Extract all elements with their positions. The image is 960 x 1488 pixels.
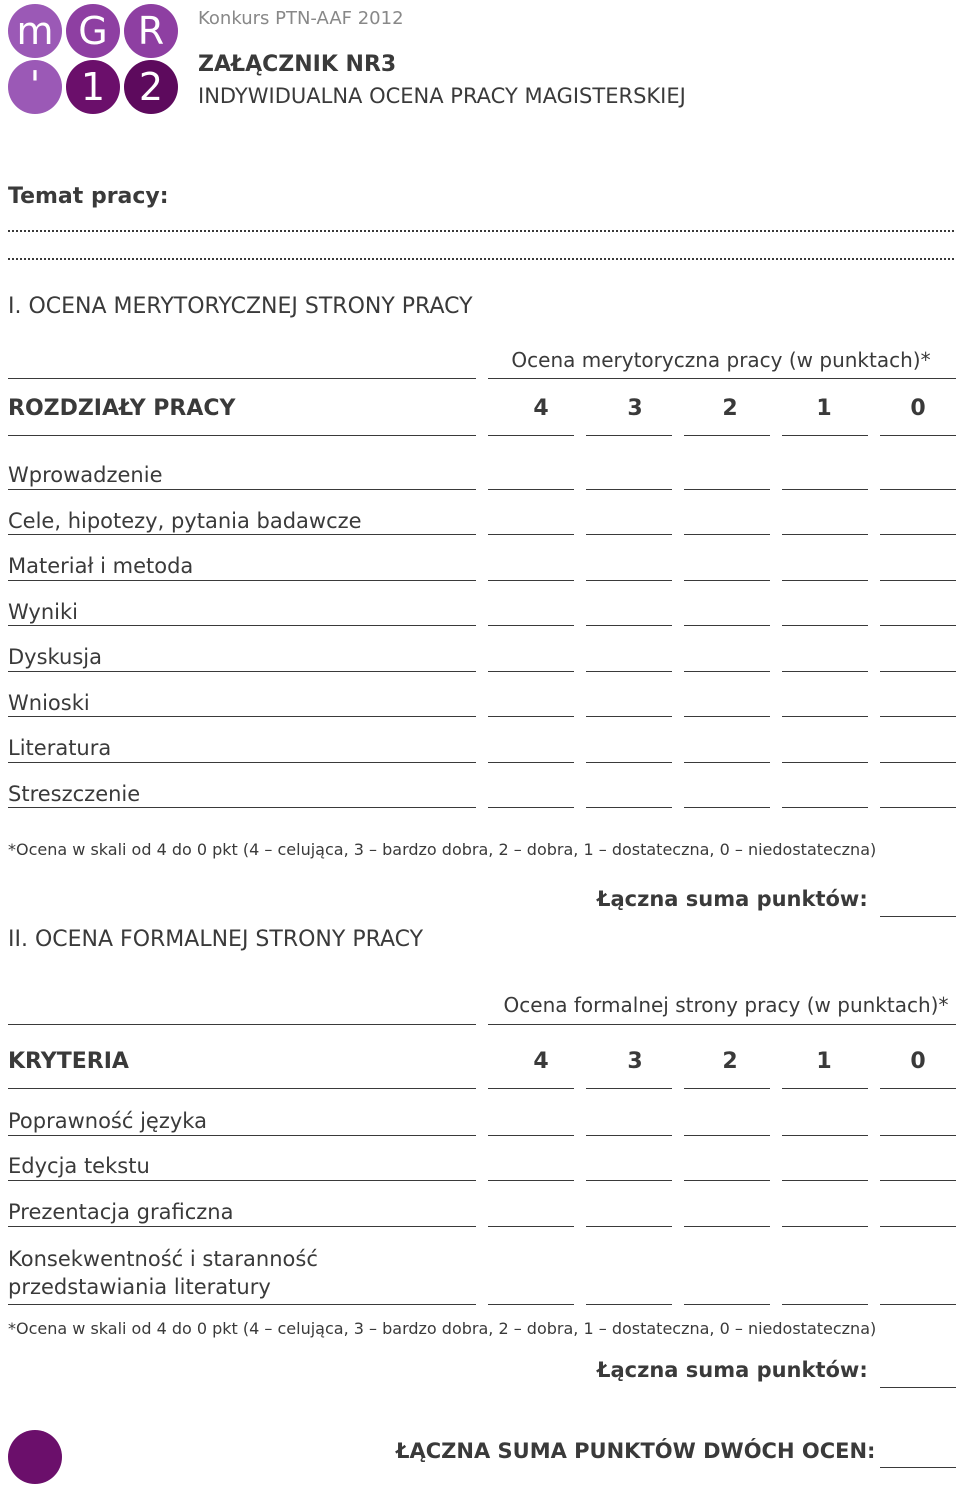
score-field[interactable] bbox=[488, 716, 574, 717]
score-column-1: 1 bbox=[816, 1049, 832, 1074]
divider bbox=[488, 378, 956, 379]
criterion-label: Streszczenie bbox=[8, 782, 141, 806]
topic-line-2[interactable] bbox=[8, 258, 954, 260]
row-underline bbox=[8, 1180, 476, 1181]
score-column-4: 4 bbox=[533, 396, 549, 421]
score-field[interactable] bbox=[880, 1304, 956, 1305]
score-field[interactable] bbox=[782, 534, 868, 535]
score-field[interactable] bbox=[880, 580, 956, 581]
score-field[interactable] bbox=[782, 1304, 868, 1305]
score-field[interactable] bbox=[586, 1135, 672, 1136]
score-field[interactable] bbox=[782, 625, 868, 626]
logo-letter-m: m bbox=[8, 4, 62, 58]
divider bbox=[586, 1088, 672, 1089]
criterion-label: Materiał i metoda bbox=[8, 554, 194, 578]
score-column-3: 3 bbox=[627, 396, 643, 421]
criterion-label-line-1: Konsekwentność i staranność bbox=[8, 1247, 318, 1271]
score-field[interactable] bbox=[880, 534, 956, 535]
row-underline bbox=[8, 671, 476, 672]
footer-circle bbox=[8, 1430, 62, 1484]
divider bbox=[488, 1024, 956, 1025]
criterion-label: Prezentacja graficzna bbox=[8, 1200, 234, 1224]
score-field[interactable] bbox=[684, 762, 770, 763]
total-sum-label: ŁĄCZNA SUMA PUNKTÓW DWÓCH OCEN: bbox=[396, 1439, 876, 1463]
score-field[interactable] bbox=[586, 716, 672, 717]
divider bbox=[8, 435, 476, 436]
section-2-score-caption: Ocena formalnej strony pracy (w punktach)* bbox=[503, 993, 949, 1017]
score-field[interactable] bbox=[488, 762, 574, 763]
row-underline bbox=[8, 1135, 476, 1136]
score-field[interactable] bbox=[684, 1135, 770, 1136]
section-1-scale-note: *Ocena w skali od 4 do 0 pkt (4 – celująca, 3 – bardzo dobra, 2 – dobra, 1 – dostateczna, 0 – niedostateczna) bbox=[8, 840, 877, 859]
row-underline bbox=[8, 716, 476, 717]
score-field[interactable] bbox=[684, 671, 770, 672]
criterion-label-line-2: przedstawiania literatury bbox=[8, 1275, 271, 1299]
score-column-4: 4 bbox=[533, 1049, 549, 1074]
score-field[interactable] bbox=[684, 489, 770, 490]
divider bbox=[782, 435, 868, 436]
document-subtitle: INDYWIDUALNA OCENA PRACY MAGISTERSKIEJ bbox=[198, 84, 686, 108]
criterion-label: Literatura bbox=[8, 736, 112, 760]
competition-name: Konkurs PTN-AAF 2012 bbox=[198, 8, 404, 29]
section-1-sum-label: Łączna suma punktów: bbox=[597, 887, 868, 911]
score-field[interactable] bbox=[684, 625, 770, 626]
section-1-table-header: ROZDZIAŁY PRACY bbox=[8, 396, 236, 421]
divider bbox=[684, 435, 770, 436]
attachment-title: ZAŁĄCZNIK NR3 bbox=[198, 52, 397, 77]
section-2-table-header: KRYTERIA bbox=[8, 1049, 129, 1074]
row-underline bbox=[8, 807, 476, 808]
score-field[interactable] bbox=[586, 625, 672, 626]
score-field[interactable] bbox=[586, 1226, 672, 1227]
score-field[interactable] bbox=[880, 716, 956, 717]
criterion-label: Wnioski bbox=[8, 691, 90, 715]
row-underline bbox=[8, 489, 476, 490]
score-field[interactable] bbox=[782, 716, 868, 717]
row-underline bbox=[8, 762, 476, 763]
score-field[interactable] bbox=[880, 1135, 956, 1136]
section-2-scale-note: *Ocena w skali od 4 do 0 pkt (4 – celująca, 3 – bardzo dobra, 2 – dobra, 1 – dostateczna, 0 – niedostateczna) bbox=[8, 1319, 877, 1338]
score-field[interactable] bbox=[684, 1226, 770, 1227]
section-1-sum-field[interactable] bbox=[880, 916, 956, 917]
topic-label: Temat pracy: bbox=[8, 184, 169, 209]
divider bbox=[684, 1088, 770, 1089]
score-column-2: 2 bbox=[722, 1049, 738, 1074]
divider bbox=[8, 1024, 476, 1025]
score-field[interactable] bbox=[880, 671, 956, 672]
score-column-0: 0 bbox=[910, 1049, 926, 1074]
score-field[interactable] bbox=[488, 1180, 574, 1181]
divider bbox=[488, 435, 574, 436]
score-field[interactable] bbox=[586, 534, 672, 535]
topic-line-1[interactable] bbox=[8, 230, 954, 232]
criterion-label: Poprawność języka bbox=[8, 1109, 207, 1133]
section-1-title: I. OCENA MERYTORYCZNEJ STRONY PRACY bbox=[8, 294, 473, 319]
total-sum-field[interactable] bbox=[880, 1467, 956, 1468]
score-field[interactable] bbox=[586, 580, 672, 581]
section-2-sum-field[interactable] bbox=[880, 1387, 956, 1388]
divider bbox=[586, 435, 672, 436]
score-field[interactable] bbox=[586, 1180, 672, 1181]
logo-letter-g: G bbox=[66, 4, 120, 58]
criterion-label: Cele, hipotezy, pytania badawcze bbox=[8, 509, 362, 533]
section-2-title: II. OCENA FORMALNEJ STRONY PRACY bbox=[8, 927, 424, 952]
score-field[interactable] bbox=[782, 807, 868, 808]
score-field[interactable] bbox=[488, 534, 574, 535]
score-field[interactable] bbox=[488, 1226, 574, 1227]
criterion-label: Edycja tekstu bbox=[8, 1154, 150, 1178]
score-field[interactable] bbox=[488, 1135, 574, 1136]
score-field[interactable] bbox=[586, 1304, 672, 1305]
logo-digit-2: 2 bbox=[124, 60, 178, 114]
score-field[interactable] bbox=[880, 1226, 956, 1227]
score-field[interactable] bbox=[880, 762, 956, 763]
divider bbox=[880, 435, 956, 436]
score-column-3: 3 bbox=[627, 1049, 643, 1074]
logo-apostrophe: ' bbox=[8, 60, 62, 114]
score-field[interactable] bbox=[586, 762, 672, 763]
score-field[interactable] bbox=[880, 1180, 956, 1181]
score-field[interactable] bbox=[586, 807, 672, 808]
score-field[interactable] bbox=[782, 1135, 868, 1136]
section-1-score-caption: Ocena merytoryczna pracy (w punktach)* bbox=[511, 348, 931, 372]
score-field[interactable] bbox=[586, 671, 672, 672]
score-field[interactable] bbox=[684, 716, 770, 717]
logo-letter-r: R bbox=[124, 4, 178, 58]
divider bbox=[488, 1088, 574, 1089]
divider bbox=[8, 378, 476, 379]
score-field[interactable] bbox=[684, 534, 770, 535]
score-field[interactable] bbox=[684, 1304, 770, 1305]
row-underline bbox=[8, 534, 476, 535]
score-field[interactable] bbox=[782, 1226, 868, 1227]
score-field[interactable] bbox=[488, 671, 574, 672]
score-field[interactable] bbox=[684, 580, 770, 581]
score-field[interactable] bbox=[782, 580, 868, 581]
criterion-label: Wyniki bbox=[8, 600, 78, 624]
row-underline bbox=[8, 1304, 476, 1305]
row-underline bbox=[8, 1226, 476, 1227]
score-field[interactable] bbox=[488, 1304, 574, 1305]
score-column-0: 0 bbox=[910, 396, 926, 421]
criterion-label: Wprowadzenie bbox=[8, 463, 163, 487]
score-field[interactable] bbox=[782, 762, 868, 763]
score-field[interactable] bbox=[880, 625, 956, 626]
row-underline bbox=[8, 625, 476, 626]
divider bbox=[782, 1088, 868, 1089]
score-field[interactable] bbox=[782, 1180, 868, 1181]
divider bbox=[8, 1088, 476, 1089]
logo-digit-1: 1 bbox=[66, 60, 120, 114]
score-field[interactable] bbox=[782, 489, 868, 490]
section-2-sum-label: Łączna suma punktów: bbox=[597, 1358, 868, 1382]
score-field[interactable] bbox=[488, 807, 574, 808]
score-field[interactable] bbox=[880, 489, 956, 490]
row-underline bbox=[8, 580, 476, 581]
score-field[interactable] bbox=[586, 489, 672, 490]
score-field[interactable] bbox=[880, 807, 956, 808]
score-field[interactable] bbox=[488, 489, 574, 490]
criterion-label: Dyskusja bbox=[8, 645, 103, 669]
score-field[interactable] bbox=[488, 625, 574, 626]
score-field[interactable] bbox=[488, 580, 574, 581]
score-column-1: 1 bbox=[816, 396, 832, 421]
score-field[interactable] bbox=[684, 807, 770, 808]
divider bbox=[880, 1088, 956, 1089]
score-column-2: 2 bbox=[722, 396, 738, 421]
score-field[interactable] bbox=[684, 1180, 770, 1181]
score-field[interactable] bbox=[782, 671, 868, 672]
